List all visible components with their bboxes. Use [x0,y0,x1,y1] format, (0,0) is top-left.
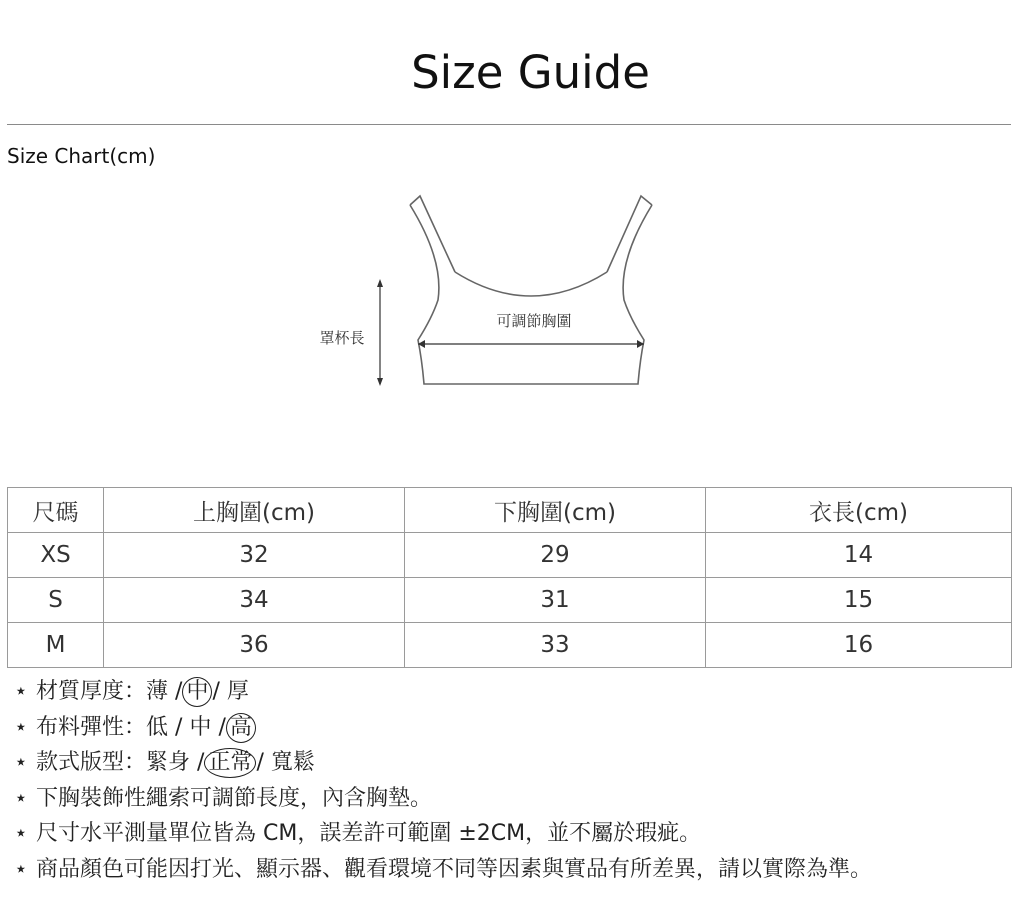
table-cell: 32 [104,533,405,578]
note-thickness: ⋆ 材質厚度：薄 / 中 / 厚 [14,674,1014,710]
option-loose: 寬鬆 [270,750,315,775]
option-tight: 緊身 [146,750,191,775]
cup-length-label: 罩杯長 [319,329,365,347]
note-label: 款式版型： [36,750,147,775]
left-strap-outline [410,196,455,272]
header-under-chest: 下胸圍(cm) [405,488,706,533]
bra-body-outline [410,205,652,384]
note-color [14,852,1014,888]
note-adjustable [14,781,1014,817]
table-cell: XS [8,533,104,578]
note-fit: ⋆ 款式版型：緊身 / 正常 / 寬鬆 [14,745,1014,781]
note-label: 布料彈性： [36,714,147,740]
right-strap-outline [607,196,652,272]
note-text: 下胸裝飾性繩索可調節長度，內含胸墊。 [36,785,433,811]
option-thick: 厚 [226,679,249,704]
table-row [8,578,1012,623]
adjustable-chest-label: 可調節胸圍 [496,312,572,330]
note-measurement [14,816,1014,852]
table-cell: 33 [405,623,706,668]
table-row [8,623,1012,668]
header-upper-chest: 上胸圍(cm) [104,488,405,533]
option-thin: 薄 [146,679,169,704]
star-icon: ⋆ [14,856,28,882]
table-cell: 31 [405,578,706,623]
selected-option-regular: 正常 [204,748,256,778]
table-cell: 29 [405,533,706,578]
table-cell: S [8,578,104,623]
table-cell: 15 [706,578,1012,623]
cup-length-arrow-top-head [377,279,383,287]
table-row [8,533,1012,578]
note-text: 尺寸水平測量單位皆為 CM，誤差許可範圍 ±2CM，並不屬於瑕疵。 [36,821,702,846]
star-icon: ⋆ [14,785,28,811]
size-chart-subtitle: Size Chart(cm) [7,144,156,168]
selected-option-high: 高 [226,713,256,743]
star-icon: ⋆ [14,679,28,704]
star-icon: ⋆ [14,714,28,740]
neckline-outline [455,272,607,296]
table-cell: 14 [706,533,1012,578]
note-elasticity: ⋆ 布料彈性：低 / 中 / 高 [14,710,1014,746]
option-low: 低 [146,714,169,740]
size-table [7,487,1012,668]
header-length: 衣長(cm) [706,488,1012,533]
table-header-row [8,488,1012,533]
table-cell: M [8,623,104,668]
note-text: 商品顏色可能因打光、顯示器、觀看環境不同等因素與實品有所差異，請以實際為準。 [36,856,873,882]
selected-option-medium: 中 [182,677,212,707]
star-icon: ⋆ [14,750,28,775]
table-cell: 34 [104,578,405,623]
option-medium: 中 [189,714,212,740]
cup-length-arrow-bottom-head [377,378,383,386]
table-cell: 16 [706,623,1012,668]
note-label: 材質厚度： [36,679,147,704]
product-notes [14,674,1014,887]
table-cell: 36 [104,623,405,668]
star-icon: ⋆ [14,821,28,846]
page-title: Size Guide [411,46,650,99]
header-size: 尺碼 [8,488,104,533]
